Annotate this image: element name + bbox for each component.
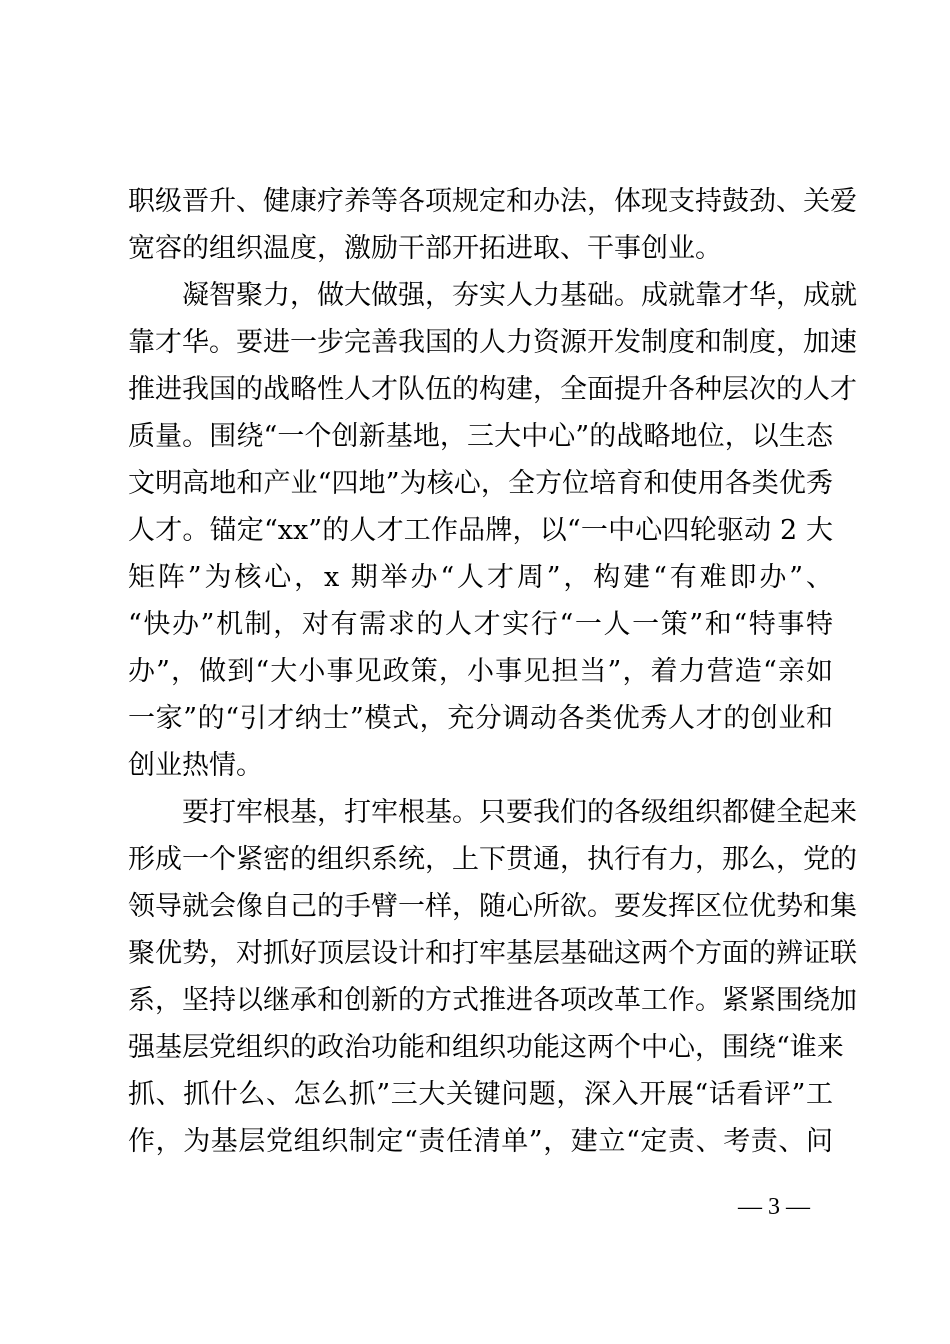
paragraph-2-line-7: 矩阵”为核心，x 期举办“人才周”，构建“有难即办”、 — [128, 562, 833, 593]
paragraph-2-line-5: 文明高地和产业“四地”为核心，全方位培育和使用各类优秀 — [128, 468, 833, 499]
paragraph-1-line-1: 职级晋升、健康疗养等各项规定和办法，体现支持鼓劲、关爱 — [128, 186, 857, 217]
paragraph-3-line-8: 作，为基层党组织制定“责任清单”，建立“定责、考责、问 — [128, 1126, 833, 1157]
paragraph-2-line-11: 创业热情。 — [128, 750, 263, 781]
paragraph-2-line-4: 质量。围绕“一个创新基地，三大中心”的战略地位，以生态 — [128, 421, 833, 452]
paragraph-3-line-1: 要打牢根基，打牢根基。只要我们的各级组织都健全起来 — [182, 797, 857, 828]
paragraph-2-line-8: “快办”机制，对有需求的人才实行“一人一策”和“特事特 — [128, 609, 833, 640]
paragraph-3-line-5: 系，坚持以继承和创新的方式推进各项改革工作。紧紧围绕加 — [128, 985, 857, 1016]
paragraph-2-line-6: 人才。锚定“xx”的人才工作品牌，以“一中心四轮驱动 2 大 — [128, 515, 833, 546]
paragraph-3-line-4: 聚优势，对抓好顶层设计和打牢基层基础这两个方面的辨证联 — [128, 938, 857, 969]
paragraph-1-line-2: 宽容的组织温度，激励干部开拓进取、干事创业。 — [128, 233, 722, 264]
paragraph-2-line-9: 办”，做到“大小事见政策，小事见担当”，着力营造“亲如 — [128, 656, 833, 687]
paragraph-3-line-3: 领导就会像自己的手臂一样，随心所欲。要发挥区位优势和集 — [128, 891, 857, 922]
paragraph-2-line-2: 靠才华。要进一步完善我国的人力资源开发制度和制度，加速 — [128, 327, 857, 358]
paragraph-2-line-10: 一家”的“引才纳士”模式，充分调动各类优秀人才的创业和 — [128, 703, 833, 734]
page-number: — 3 — — [738, 1194, 810, 1220]
paragraph-3-line-2: 形成一个紧密的组织系统，上下贯通，执行有力，那么，党的 — [128, 844, 857, 875]
paragraph-2-line-1: 凝智聚力，做大做强，夯实人力基础。成就靠才华，成就 — [182, 280, 857, 311]
paragraph-3-line-6: 强基层党组织的政治功能和组织功能这两个中心，围绕“谁来 — [128, 1032, 844, 1063]
paragraph-3-line-7: 抓、抓什么、怎么抓”三大关键问题，深入开展“话看评”工 — [128, 1079, 833, 1110]
paragraph-2-line-3: 推进我国的战略性人才队伍的构建，全面提升各种层次的人才 — [128, 374, 857, 405]
